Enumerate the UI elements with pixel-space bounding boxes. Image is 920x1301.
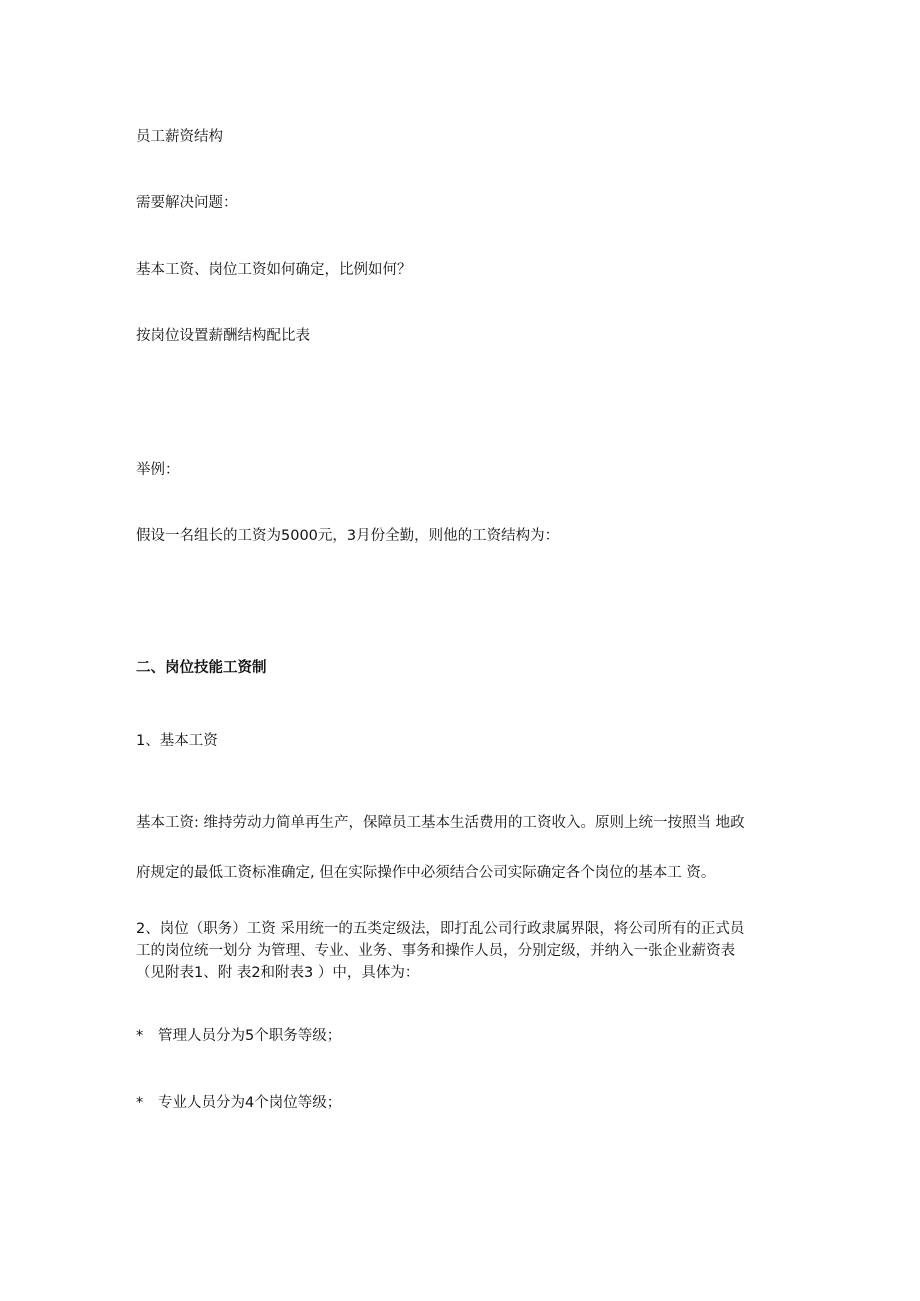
example-heading: 举例： (136, 462, 180, 478)
bullet-text: 管理人员分为5个职务等级； (158, 1028, 342, 1044)
question-text: 基本工资、岗位工资如何确定，比例如何？ (136, 262, 412, 278)
item2-paragraph-line: 工的岗位统一划分 为管理、专业、业务、事务和操作人员，分别定级，并纳入一张企业薪资表 (136, 943, 736, 959)
item2-paragraph-line: 2、岗位（职务）工资 采用统一的五类定级法，即打乱公司行政隶属界限，将公司所有的正式员 (136, 921, 745, 937)
item2-paragraph-line: （见附表1、附 表2和附表3 ）中，具体为： (136, 965, 420, 981)
bullet-text: 专业人员分为4个岗位等级； (158, 1095, 342, 1111)
example-text: 假设一名组长的工资为5000元，3月份全勤，则他的工资结构为： (136, 528, 560, 544)
section-heading: 二、岗位技能工资制 (136, 660, 267, 676)
bullet-item (136, 1026, 341, 1046)
item2-paragraph (136, 918, 786, 984)
item1-heading: 1、基本工资 (136, 733, 218, 749)
table-caption: 按岗位设置薪酬结构配比表 (136, 328, 310, 344)
question-heading: 需要解决问题： (136, 195, 238, 211)
item1-paragraph (136, 798, 786, 898)
bullet-marker: * (136, 1028, 144, 1044)
document-title: 员工薪资结构 (136, 129, 223, 145)
item1-paragraph-line: 府规定的最低工资标准确定, 但在实际操作中必须结合公司实际确定各个岗位的基本工 资。 (136, 865, 716, 881)
bullet-item (136, 1093, 341, 1113)
bullet-marker: * (136, 1095, 144, 1111)
item1-paragraph-line: 基本工资: 维持劳动力简单再生产，保障员工基本生活费用的工资收入。原则上统一按照当 地政 (136, 815, 745, 831)
